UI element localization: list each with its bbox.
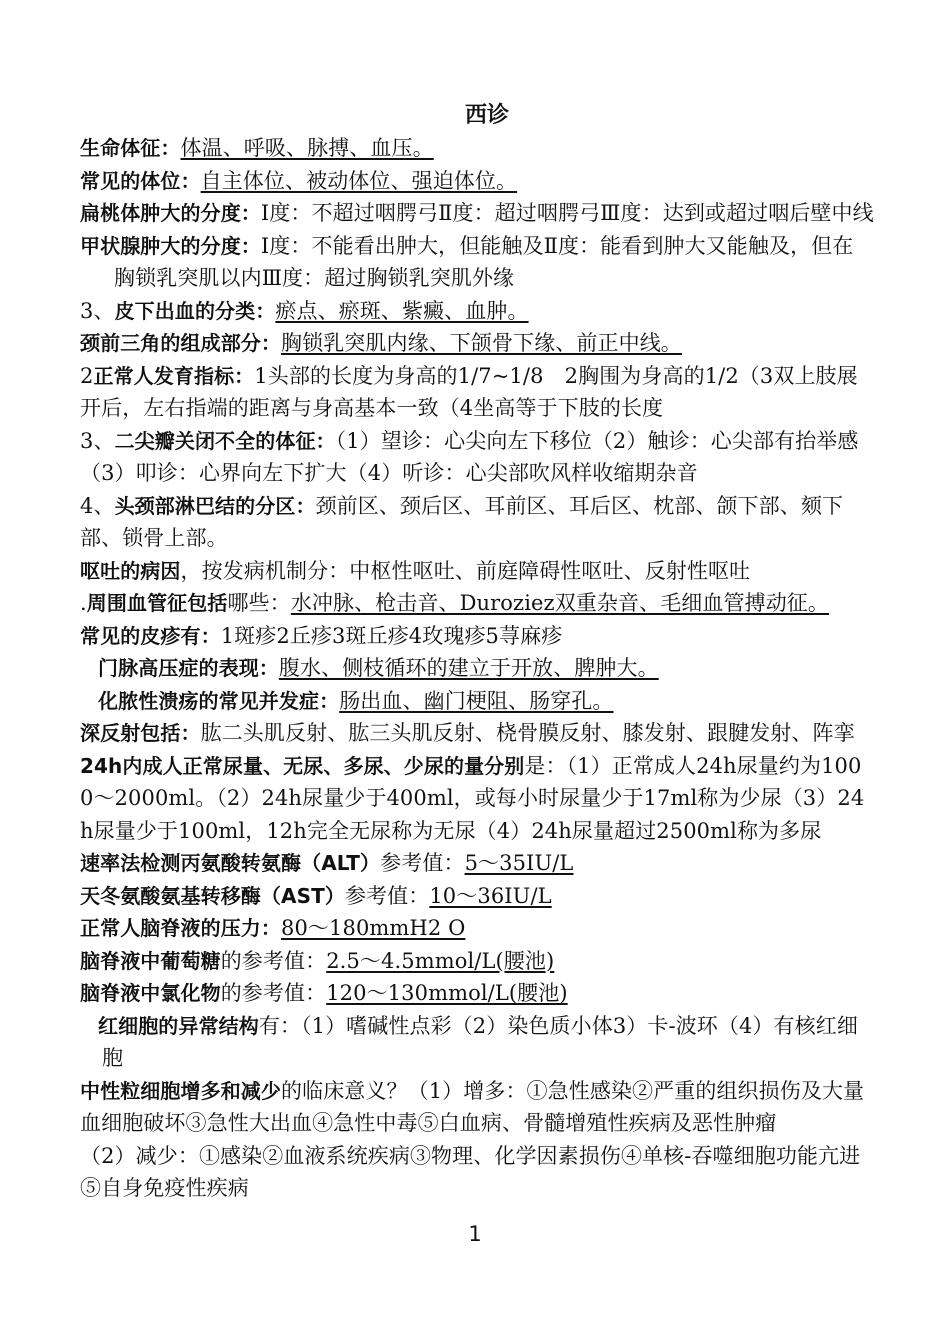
answer: 是：（1）正常成人24h尿量约为1000～2000ml。（2）24h尿量少于400ml，或每小时尿量少于17ml称为少尿（3）24h尿量少于100ml，12h完全无尿称为无尿（4）24h尿量超过2500ml称为多尿	[80, 753, 865, 843]
neutrophil-line	[80, 1075, 874, 1140]
neutrophil-decrease-line	[80, 1140, 874, 1205]
rash-types-line	[80, 620, 874, 653]
vomiting-cause-line	[80, 555, 874, 588]
label: 常见的体位：	[80, 168, 201, 193]
body-position-line	[80, 165, 874, 198]
connector: 参考值：	[380, 851, 465, 875]
subcutaneous-bleeding-line	[80, 295, 874, 328]
answer: 80～180mmH2 O	[281, 916, 466, 940]
prefix: 3、	[80, 298, 115, 323]
development-index-line	[80, 360, 874, 425]
label: 正常人脑脊液的压力：	[80, 916, 281, 940]
answer: 2.5～4.5mmol/L(腰池)	[326, 948, 555, 973]
answer: 1斑疹2丘疹3斑丘疹4玫瑰疹5荨麻疹	[220, 623, 563, 648]
label: 扁桃体肿大的分度：	[80, 201, 261, 225]
lymph-node-line	[80, 490, 874, 555]
answer: 体温、呼吸、脉搏、血压。	[180, 136, 434, 160]
urine-volume-line	[80, 750, 874, 848]
label: 周围血管征包括	[86, 591, 228, 615]
label: 甲状腺肿大的分度：	[80, 233, 261, 258]
answer: 肠出血、幽门梗阻、肠穿孔。	[339, 688, 614, 713]
mitral-regurgitation-line	[80, 425, 874, 490]
answer: 1头部的长度为身高的1/7~1/8 2胸围为身高的1/2（3双上肢展开后，左右指端的距离与身高基本一致（4坐高等于下肢的长度	[80, 363, 858, 420]
connector: 的参考值：	[220, 948, 327, 973]
answer: 5～35IU/L	[464, 851, 574, 875]
label: 正常人发育指标：	[93, 363, 255, 388]
answer: ，按发病机制分：中枢性呕吐、前庭障碍性呕吐、反射性呕吐	[180, 558, 751, 583]
csf-glucose-line	[80, 945, 874, 978]
label: 门脉高压症的表现：	[98, 656, 279, 680]
label: 速率法检测丙氨酸转氨酶（ALT）	[80, 851, 381, 875]
answer: 10～36IU/L	[429, 883, 552, 908]
answer: 肱二头肌反射、肱三头肌反射、桡骨膜反射、膝发射、跟腱发射、阵挛	[200, 721, 855, 745]
thyroid-grade-line	[80, 230, 874, 295]
answer: 的临床意义？（1）增多：①急性感染②严重的组织损伤及大量血细胞破坏③急性大出血④急性中毒⑤白血病、骨髓增殖性疾病及恶性肿瘤	[80, 1078, 865, 1135]
portal-hypertension-line	[80, 652, 874, 685]
label: 头颈部淋巴结的分区：	[114, 493, 316, 518]
label: 常见的皮疹有：	[80, 623, 221, 648]
connector: 哪些：	[227, 591, 291, 615]
label: 呕吐的病因	[80, 558, 181, 583]
prefix: .	[80, 591, 87, 615]
vital-signs-line	[80, 132, 874, 165]
label: 脑脊液中氯化物	[80, 981, 221, 1005]
rbc-abnormal-structure-line	[80, 1010, 874, 1075]
answer: Ⅰ度：不能看出肿大，但能触及Ⅱ度：能看到肿大又能触及，但在胸锁乳突肌以内Ⅲ度：超过胸锁乳突肌外缘	[114, 233, 854, 290]
csf-chloride-line	[80, 977, 874, 1010]
answer: Ⅰ度：不超过咽腭弓Ⅱ度：超过咽腭弓Ⅲ度：达到或超过咽后壁中线	[260, 201, 874, 225]
label: 皮下出血的分类：	[114, 298, 276, 323]
label: 生命体征：	[80, 136, 181, 160]
answer: 有：（1）嗜碱性点彩（2）染色质小体3）卡-波环（4）有核红细胞	[102, 1013, 858, 1070]
label: 二尖瓣关闭不全的体征：	[114, 428, 336, 453]
prefix: 3、	[80, 428, 115, 453]
answer: （1）望诊：心尖向左下移位（2）触诊：心尖部有抬举感（3）叩诊：心界向左下扩大（4）听诊：心尖部吹风样收缩期杂音	[80, 428, 859, 485]
answer: 瘀点、瘀斑、紫癜、血肿。	[275, 298, 529, 323]
answer: （2）减少：①感染②血液系统疾病③物理、化学因素损伤④单核-吞噬细胞功能亢进⑤自身免疫性疾病	[80, 1143, 861, 1200]
tonsil-grade-line	[80, 197, 874, 230]
label: 颈前三角的组成部分：	[80, 331, 281, 355]
label: 24h内成人正常尿量、无尿、多尿、少尿的量分别	[80, 753, 525, 778]
connector: 参考值：	[344, 883, 430, 908]
prefix: 4、	[80, 493, 115, 518]
answer: 腹水、侧枝循环的建立于开放、脾肿大。	[278, 656, 659, 680]
deep-reflex-line	[80, 717, 874, 750]
answer: 120～130mmol/L(腰池)	[326, 981, 568, 1005]
alt-reference-line	[80, 847, 874, 880]
label: 天冬氨酸氨基转移酶（AST）	[80, 883, 345, 908]
label: 脑脊液中葡萄糖	[80, 948, 221, 973]
connector: 的参考值：	[220, 981, 327, 1005]
answer: 颈前区、颈后区、耳前区、耳后区、枕部、颌下部、颏下部、锁骨上部。	[80, 493, 844, 550]
ulcer-complication-line	[80, 685, 874, 718]
csf-pressure-line	[80, 912, 874, 945]
anterior-triangle-line	[80, 327, 874, 360]
peripheral-vessel-sign-line	[80, 587, 874, 620]
label: 深反射包括：	[80, 721, 201, 745]
page-title: 西诊	[464, 102, 509, 128]
answer: 胸锁乳突肌内缘、下颌骨下缘、前正中线。	[281, 331, 682, 355]
label: 红细胞的异常结构	[98, 1013, 259, 1038]
answer: 水冲脉、枪击音、Duroziez双重杂音、毛细血管搏动征。	[290, 591, 830, 615]
page-number: 1	[468, 1222, 482, 1246]
answer: 自主体位、被动体位、强迫体位。	[200, 168, 518, 193]
label: 化脓性溃疡的常见并发症：	[98, 688, 340, 713]
ast-reference-line	[80, 880, 874, 913]
label: 中性粒细胞增多和减少	[80, 1078, 281, 1103]
prefix: 2	[80, 363, 94, 388]
